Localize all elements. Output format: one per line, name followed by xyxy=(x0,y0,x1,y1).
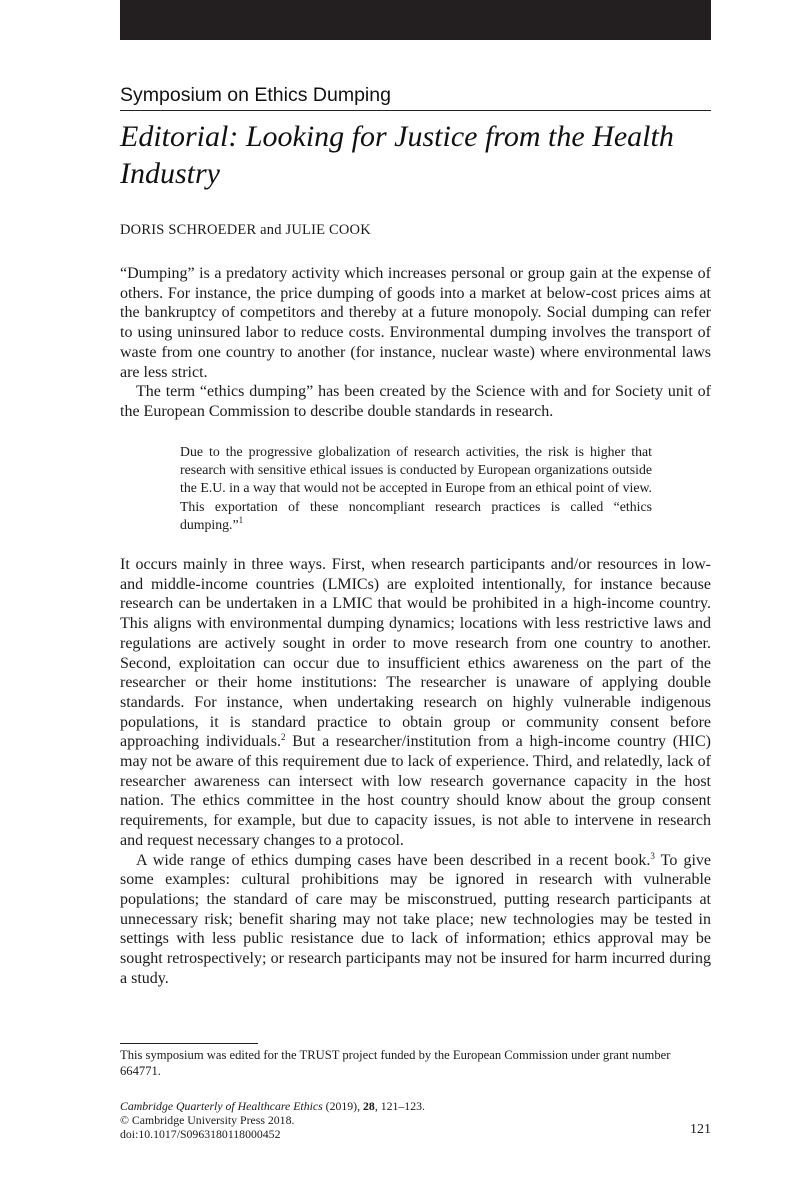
block-quote xyxy=(180,443,652,534)
paragraph-3 xyxy=(120,555,711,851)
article-title: Editorial: Looking for Justice from the Health Industry xyxy=(120,120,674,190)
paragraph-1: “Dumping” is a predatory activity which increases personal or group gain at the expense of others. For instance, the price dumping of goods into a market at below-cost prices aims at the bankruptcy of competitors and thereby at a future monopoly. Social dumping can refer to using uninsured labor to reduce costs. Environmental dumping involves the transport of waste from one country to another (for instance, nuclear waste) where environmental laws are less strict. xyxy=(120,265,711,381)
paragraph-4-part-1: A wide range of ethics dumping cases have been described in a recent book. xyxy=(136,851,651,869)
paragraph-3-part-1: It occurs mainly in three ways. First, when research participants and/or resources in low- and middle-income countries (LMICs) are exploited intentionally, for instance because research can be undertaken in a LMIC that would be prohibited in a high-income country. This aligns with environmental dumping dynamics; locations with less restrictive laws and regulations are actively sought in order to move research from one country to another. Second, exploitation can occur due to insufficient ethics awareness on the part of the researcher or their home institutions: The researcher is unaware of applying double standards. For instance, when undertaking research on highly vulnerable indigenous populations, it is standard practice to obtain group or community consent before approaching individuals. xyxy=(120,556,711,751)
journal-year: (2019), xyxy=(322,1099,364,1113)
journal-info xyxy=(120,1099,711,1141)
intro-paragraphs xyxy=(120,264,711,422)
paragraph-4-part-2: To give some examples: cultural prohibitions may be ignored in research with vulnerable populations; the standard of care may be misconstrued, putting research participants at unnecessary risk; benefit sharing may not take place; new technologies may be tested in settings with less public resistance due to lack of information; ethics approval may be sought retrospectively; or research participants may not be insured for harm incurred during a study. xyxy=(120,851,711,987)
footnote-ref-2[interactable]: 2 xyxy=(280,732,286,743)
paragraph-3-part-2: But a researcher/institution from a high-income country (HIC) may not be aware of this requirement due to lack of experience. Third, and relatedly, lack of researcher awareness can intersect with low research governance capacity in the host nation. The ethics committee in the host country should know about the group consent requirements, for example, but due to capacity issues, is not able to intervene in research and request necessary changes to a protocol. xyxy=(120,733,712,849)
journal-name: Cambridge Quarterly of Healthcare Ethics xyxy=(120,1099,323,1113)
section-rule xyxy=(120,110,711,111)
footnote-ref-1[interactable]: 1 xyxy=(238,514,244,525)
paragraph-2: The term “ethics dumping” has been created by the Science with and for Society unit of the European Commission to describe double standards in research. xyxy=(120,383,711,420)
authors: DORIS SCHROEDER and JULIE COOK xyxy=(120,222,371,238)
header-bar xyxy=(120,0,711,40)
journal-pages: , 121–123. xyxy=(374,1099,425,1113)
section-heading: Symposium on Ethics Dumping xyxy=(120,84,391,106)
doi[interactable]: doi:10.1017/S0963180118000452 xyxy=(120,1127,281,1141)
footnote: This symposium was edited for the TRUST project funded by the European Commission under grant number 664771. xyxy=(120,1048,671,1078)
block-quote-text: Due to the progressive globalization of research activities, the risk is higher that research with sensitive ethical issues is conducted by European organizations outside the E.U. in a way that would not be accepted in Europe from an ethical point of view. This exportation of these noncompliant research practices is called “ethics dumping.” xyxy=(180,444,652,532)
page-number: 121 xyxy=(690,1122,711,1137)
copyright: © Cambridge University Press 2018. xyxy=(120,1113,295,1127)
paragraph-4 xyxy=(120,851,711,989)
footnote-ref-3[interactable]: 3 xyxy=(650,850,655,861)
citation-line xyxy=(120,1099,711,1113)
footnote-rule xyxy=(120,1043,258,1044)
main-paragraphs xyxy=(120,555,711,988)
journal-volume: 28 xyxy=(363,1099,375,1113)
